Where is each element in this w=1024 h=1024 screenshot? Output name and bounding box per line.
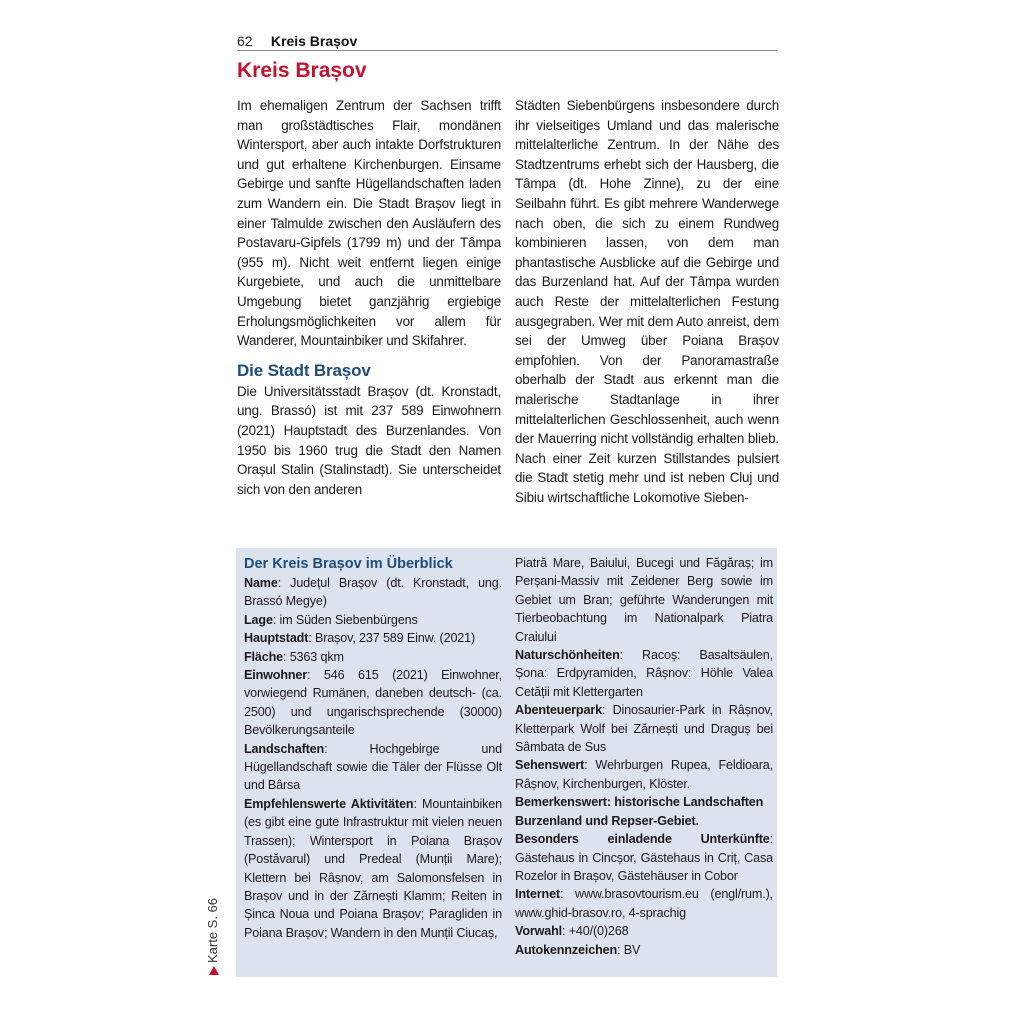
- entry-key: Besonders einladende Unterkünfte: [515, 832, 770, 847]
- entry-key: Naturschönheiten: [515, 648, 620, 663]
- entry-key: Sehenswert: [515, 758, 585, 773]
- infobox-entry: [515, 830, 773, 885]
- map-reference-label: Karte S. 66: [205, 897, 220, 963]
- section-heading: Die Stadt Brașov: [237, 360, 371, 380]
- entry-value: : Brașov, 237 589 Einw. (2021): [308, 631, 476, 646]
- entry-value: : +40/(0)268: [562, 924, 629, 939]
- entry-value: : BV: [617, 942, 641, 957]
- intro-paragraph: Im ehemaligen Zentrum der Sachsen trifft man großstädtisches Flair, mondänen Wintersport, aber auch intakte Dorfstrukturen und gut erhaltene Kirchenburgen. Einsame Gebirge und sanfte Hügellandschaften laden zum Wandern ein. Die Stadt Brașov liegt in einer Talmulde zwischen den Ausläufern des Postavaru-Gipfels (1799 m) und der Tâmpa (955 m). Nicht weit entfernt liegen einige Kurgebiete, und auch die unmittelbare Umgebung bietet ganzjährig ergiebige Erholungsmöglichkeiten vor allem für Wanderer, Mountainbiker und Skifahrer.: [237, 98, 501, 349]
- infobox-entry: [515, 885, 773, 922]
- entry-key: Hauptstadt: [244, 631, 309, 646]
- text-column-left: [237, 96, 501, 499]
- entry-key: Name: [244, 576, 278, 590]
- entry-value: : Județul Brașov (dt. Kronstadt, ung. Brassó Megye): [244, 576, 502, 609]
- infobox-entry: [244, 795, 502, 942]
- infobox-column-left: [244, 554, 502, 942]
- chapter-title: Kreis Brașov: [237, 59, 367, 82]
- page-number: 62: [237, 33, 253, 49]
- entry-value: : Hochgebirge und Hügellandschaft sowie die Täler der Flüsse Olt und Bârsa: [244, 741, 502, 793]
- entry-key: Empfehlenswerte Aktivitäten: [244, 796, 414, 811]
- section-paragraph-left: Die Universitätsstadt Brașov (dt. Kronstadt, ung. Brassó) ist mit 237 589 Einwohnern (2021) Hauptstadt des Burzenlandes. Von 1950 bis 1960 trug die Stadt den Namen Orașul Stalin (Stalinstadt). Sie unterscheidet sich von den anderen: [237, 383, 501, 497]
- entry-value: : Racoș: Basaltsäulen, Șona: Erdpyramiden, Râșnov: Höhle Valea Cetății mit Klettergarten: [515, 648, 773, 699]
- infobox-entry: [515, 941, 773, 959]
- entry-value: : 546 615 (2021) Einwohner, vorwiegend Rumänen, daneben deutsch- (ca. 2500) und ungarischsprechende (30000) Bevölkerungsanteile: [244, 668, 502, 738]
- triangle-marker-icon: [209, 966, 219, 975]
- infobox-entry: [244, 648, 502, 666]
- entry-key: Vorwahl: [515, 924, 563, 939]
- entry-key: Autokennzeichen: [515, 942, 618, 957]
- entry-key: Landschaften: [244, 741, 325, 756]
- entry-value: : Dinosaurier-Park in Râșnov, Kletterpark Wolf bei Zărnești und Draguș bei Sâmbata de Sus: [515, 703, 773, 755]
- infobox-title: Der Kreis Brașov im Überblick: [244, 556, 453, 572]
- entry-key: Fläche: [244, 649, 283, 664]
- entry-value: : www.brasovtourism.eu (engl/rum.), www.ghid-brasov.ro, 4-sprachig: [515, 887, 773, 920]
- infobox-entry: [515, 701, 773, 756]
- running-head-title: Kreis Brașov: [270, 33, 358, 49]
- text-column-right: [515, 96, 779, 507]
- overview-infobox: [236, 548, 777, 977]
- entry-key: Lage: [244, 612, 273, 627]
- map-reference[interactable]: [206, 898, 220, 975]
- infobox-entry: [515, 756, 773, 793]
- infobox-continuation: Piatră Mare, Baiului, Bucegi und Făgăraș; im Perșani-Massiv mit Zeidener Berg sowie im Gebiet um Bran; geführte Wanderungen mit Tierbeobachtung im Nationalpark Piatra Craiului: [515, 556, 773, 644]
- infobox-entry: [244, 629, 502, 647]
- infobox-entry: [244, 740, 502, 795]
- entry-key: Abenteuerpark: [515, 703, 602, 718]
- infobox-entry: [515, 922, 773, 940]
- infobox-entry: [244, 611, 502, 629]
- infobox-entry: [244, 574, 502, 611]
- entry-key: Einwohner: [244, 668, 308, 683]
- infobox-entry: [515, 646, 773, 701]
- entry-value: : Wehrburgen Rupea, Feldioara, Râșnov, Kirchenburgen, Klöster.: [515, 758, 773, 791]
- entry-value: : Mountainbiken (es gibt eine gute Infrastruktur mit vielen neuen Trassen); Wintersport in Poiana Brașov (Postăvarul) und Predeal (Munții Mare); Klettern bei Râșnov, am Salomonsfelsen in Brașov und in der Zărnești Klamm; Reiten in Șinca Noua und Poiana Brașov; Paragliden in Poiana Brașov; Wandern in den Munții Ciucaș,: [244, 796, 502, 940]
- infobox-column-right: [515, 554, 773, 959]
- entry-value: : Gästehaus in Cincșor, Gästehaus in Criț, Casa Rozelor in Brașov, Gästehäuser in Cobor: [515, 832, 773, 883]
- infobox-entry: [244, 666, 502, 740]
- entry-key: Internet: [515, 887, 560, 902]
- running-head: [237, 32, 777, 51]
- entry-value: : im Süden Siebenbürgens: [272, 612, 418, 627]
- section-paragraph-right: Städten Siebenbürgens insbesondere durch ihr vielseitiges Umland und das malerische mittelalterliche Zentrum. In der Nähe des Stadtzentrums erhebt sich der Hausberg, die Tâmpa (dt. Hohe Zinne), zu der eine Seilbahn führt. Es gibt mehrere Wanderwege nach oben, die sich zu einem Rundweg kombinieren lassen, von dem man phantastische Ausblicke auf die Gebirge und das Burzenland hat. Auf der Tâmpa wurden auch Reste der mittelalterlichen Festung ausgegraben. Wer mit dem Auto anreist, dem sei der Umweg über Poiana Brașov empfohlen. Von der Panoramastraße oberhalb der Stadt aus erkennt man die malerische Stadtanlage in ihrer mittelalterlichen Geschlossenheit, auch wenn der Mauerring nicht vollständig erhalten blieb. Nach einer Zeit kurzen Stillstandes pulsiert die Stadt stetig mehr und ist neben Cluj und Sibiu wirtschaftliche Lokomotive Sieben-: [515, 98, 779, 505]
- infobox-highlight: Bemerkenswert: historische Landschaften Burzenland und Repser-Gebiet.: [515, 795, 764, 828]
- entry-value: : 5363 qkm: [283, 649, 344, 664]
